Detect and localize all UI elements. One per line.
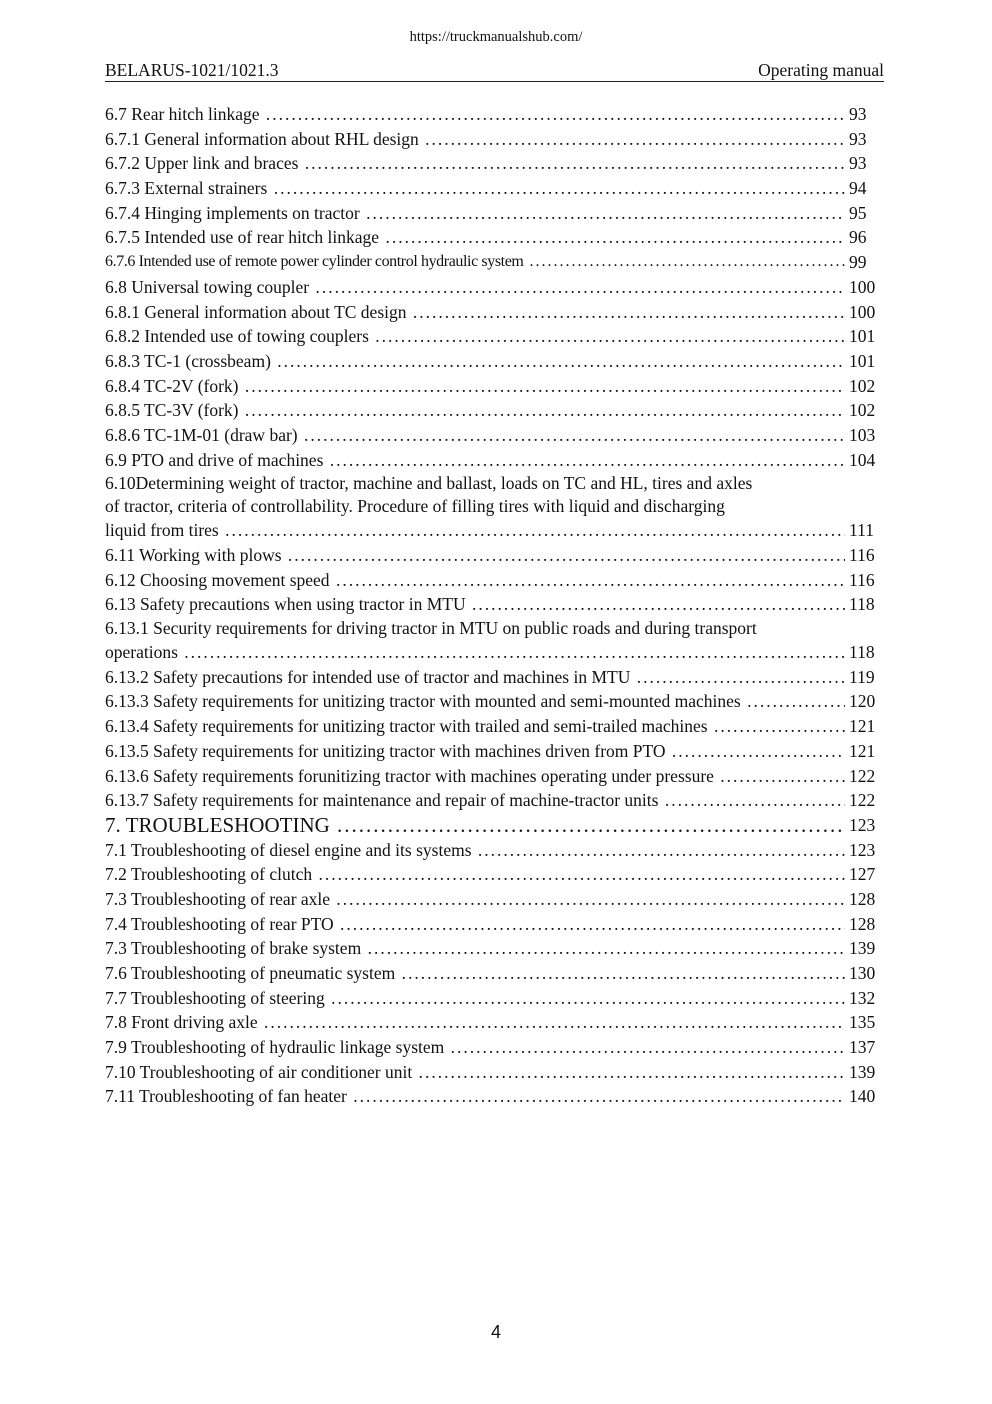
toc-entry-title: 6.7.3 External strainers ..... xyxy=(105,176,845,201)
toc-entry[interactable] xyxy=(105,1084,885,1109)
toc-entry-page: 102 xyxy=(849,375,876,396)
toc-entry-page: 95 xyxy=(849,202,867,223)
toc-entry-title: 7.3 Troubleshooting of brake system ..... xyxy=(105,936,845,961)
toc-entry[interactable] xyxy=(105,398,885,423)
toc-entry-page: 122 xyxy=(849,765,876,786)
toc-entry-title: 6.7.5 Intended use of rear hitch linkage ..... xyxy=(105,225,845,250)
toc-entry-page: 99 xyxy=(849,252,867,273)
toc-entry-page: 127 xyxy=(849,864,876,885)
toc-entry[interactable] xyxy=(105,225,885,250)
toc-entry-page: 120 xyxy=(849,691,876,712)
page-number: 4 xyxy=(490,1322,501,1342)
toc-entry[interactable] xyxy=(105,887,885,912)
toc-entry-title: operations ..... xyxy=(105,640,845,665)
toc-entry[interactable] xyxy=(105,936,885,961)
toc-entry-page: 100 xyxy=(849,301,876,322)
toc-entry-title: 6.13.5 Safety requirements for unitizing tractor with machines driven from PTO ..... xyxy=(105,739,845,764)
toc-entry-title: 6.7.6 Intended use of remote power cylinder control hydraulic system ..... xyxy=(105,250,845,275)
toc-entry[interactable] xyxy=(105,739,885,764)
toc-entry[interactable] xyxy=(105,862,885,887)
toc-entry-title: 7.8 Front driving axle ..... xyxy=(105,1010,845,1035)
toc-entry-page: 132 xyxy=(849,987,876,1008)
toc-entry-6-10-line1: 6.10Determining weight of tractor, machine and ballast, loads on TC and HL, tires and axles xyxy=(105,473,753,494)
toc-entry-title: 7.9 Troubleshooting of hydraulic linkage system ..... xyxy=(105,1035,845,1060)
source-url[interactable]: https://truckmanualshub.com/ xyxy=(409,29,583,45)
toc-entry-title: 7.3 Troubleshooting of rear axle ..... xyxy=(105,887,845,912)
toc-entry-page: 111 xyxy=(849,520,874,541)
toc-entry[interactable] xyxy=(105,961,885,986)
toc-entry[interactable] xyxy=(105,151,885,176)
toc-entry[interactable] xyxy=(105,448,885,473)
toc-entry-page: 93 xyxy=(849,153,867,174)
toc-entry-page: 100 xyxy=(849,276,876,297)
toc-entry-title: 7.1 Troubleshooting of diesel engine and its systems ..... xyxy=(105,838,845,863)
toc-entry-page: 122 xyxy=(849,790,876,811)
toc-entry-page: 101 xyxy=(849,350,876,371)
toc-entry-page: 94 xyxy=(849,178,867,199)
toc-entry-page: 118 xyxy=(849,642,875,663)
toc-entry-title: liquid from tires ..... xyxy=(105,518,845,543)
toc-entry-title: 6.8.6 TC-1M-01 (draw bar) ..... xyxy=(105,423,845,448)
toc-entry-page: 103 xyxy=(849,424,876,445)
toc-entry-page: 93 xyxy=(849,104,867,124)
toc-entry[interactable] xyxy=(105,1035,885,1060)
toc-entry-title: 6.7.2 Upper link and braces ..... xyxy=(105,151,845,176)
toc-entry-page: 93 xyxy=(849,128,867,149)
toc-entry[interactable] xyxy=(105,127,885,152)
toc-entry[interactable] xyxy=(105,324,885,349)
toc-entry-page: 139 xyxy=(849,938,876,959)
toc-entry-title: 6.13 Safety precautions when using tractor in MTU ..... xyxy=(105,592,845,617)
header-model: BELARUS-1021/1021.3 xyxy=(105,60,279,80)
toc-entry-page: 130 xyxy=(849,963,876,983)
toc-entry-title: 6.13.2 Safety precautions for intended use of tractor and machines in MTU ..... xyxy=(105,665,845,690)
toc-entry[interactable] xyxy=(105,423,885,448)
toc-entry-6-10-line2: of tractor, criteria of controllability. Procedure of filling tires with liquid and discharging xyxy=(105,496,725,517)
toc-entry-page: 116 xyxy=(849,545,875,565)
toc-entry[interactable] xyxy=(105,986,885,1011)
toc-entry-page: 121 xyxy=(849,740,876,761)
toc-entry[interactable] xyxy=(105,912,885,937)
header-document-type: Operating manual xyxy=(758,60,884,80)
toc-entry-page: 116 xyxy=(849,569,875,590)
toc-entry-page: 121 xyxy=(849,716,876,737)
toc-entry[interactable] xyxy=(105,689,885,714)
toc-entry-6-13-1-last[interactable] xyxy=(105,640,885,665)
toc-entry-page: 139 xyxy=(849,1061,876,1082)
toc-entry-page: 128 xyxy=(849,888,876,909)
toc-entry-title: 7.4 Troubleshooting of rear PTO ..... xyxy=(105,912,845,937)
toc-entry[interactable] xyxy=(105,665,885,690)
toc-entry-title: 6.13.4 Safety requirements for unitizing tractor with trailed and semi-trailed machines ..... xyxy=(105,714,845,739)
toc-entry-title: 6.8.4 TC-2V (fork) ..... xyxy=(105,374,845,399)
toc-entry-title: 6.11 Working with plows ..... xyxy=(105,543,845,568)
toc-entry[interactable] xyxy=(105,374,885,399)
toc-entry[interactable] xyxy=(105,838,885,863)
toc-chapter-page: 123 xyxy=(849,814,876,835)
toc-entry-title: 6.7.1 General information about RHL design ..... xyxy=(105,127,845,152)
toc-entry[interactable] xyxy=(105,102,885,127)
toc-entry-title: 6.8.1 General information about TC design ..... xyxy=(105,300,845,325)
toc-entry-page: 137 xyxy=(849,1037,876,1058)
toc-entry[interactable] xyxy=(105,1060,885,1085)
toc-entry[interactable] xyxy=(105,1010,885,1035)
table-of-contents xyxy=(105,102,885,1109)
toc-entry[interactable] xyxy=(105,349,885,374)
toc-entry-page: 118 xyxy=(849,594,875,615)
toc-entry-title: 6.8.3 TC-1 (crossbeam) ..... xyxy=(105,349,845,374)
toc-entry[interactable] xyxy=(105,201,885,226)
toc-entry-6-13-1-line1: 6.13.1 Security requirements for driving tractor in MTU on public roads and during transport xyxy=(105,618,757,639)
toc-chapter-title: 7. TROUBLESHOOTING ..... xyxy=(105,813,845,838)
toc-entry-title: 6.13.6 Safety requirements forunitizing tractor with machines operating under pressure ..... xyxy=(105,764,845,789)
toc-entry[interactable] xyxy=(105,592,885,617)
toc-entry-page: 102 xyxy=(849,400,876,421)
toc-entry[interactable] xyxy=(105,714,885,739)
toc-entry[interactable] xyxy=(105,275,885,300)
toc-entry[interactable] xyxy=(105,788,885,813)
toc-entry-title: 6.7 Rear hitch linkage ..... xyxy=(105,102,845,127)
toc-entry[interactable] xyxy=(105,764,885,789)
toc-entry[interactable] xyxy=(105,300,885,325)
toc-entry-page: 140 xyxy=(849,1086,876,1107)
toc-entry-title: 7.10 Troubleshooting of air conditioner unit ..... xyxy=(105,1060,845,1085)
toc-entry-page: 128 xyxy=(849,913,876,934)
toc-entry-page: 135 xyxy=(849,1012,876,1033)
toc-entry-6-10[interactable] xyxy=(105,472,885,518)
toc-entry-title: 6.8.5 TC-3V (fork) ..... xyxy=(105,398,845,423)
toc-entry-title: 6.12 Choosing movement speed ..... xyxy=(105,568,845,593)
toc-entry-title: 7.7 Troubleshooting of steering ..... xyxy=(105,986,845,1011)
running-header xyxy=(105,60,884,82)
toc-entry[interactable] xyxy=(105,543,885,568)
toc-entry-title: 6.8.2 Intended use of towing couplers ..... xyxy=(105,324,845,349)
toc-entry-6-13-1[interactable] xyxy=(105,617,885,640)
toc-entry-page: 101 xyxy=(849,326,876,347)
toc-entry-title: 6.13.3 Safety requirements for unitizing tractor with mounted and semi-mounted machines ..... xyxy=(105,689,845,714)
toc-chapter-7[interactable] xyxy=(105,813,885,838)
toc-entry[interactable] xyxy=(105,568,885,593)
toc-entry-title: 6.13.7 Safety requirements for maintenance and repair of machine-tractor units ..... xyxy=(105,788,845,813)
toc-entry-title: 6.8 Universal towing coupler ..... xyxy=(105,275,845,300)
toc-entry-title: 7.11 Troubleshooting of fan heater ..... xyxy=(105,1084,845,1109)
toc-entry-page: 96 xyxy=(849,227,867,248)
toc-entry-title: 7.2 Troubleshooting of clutch ..... xyxy=(105,862,845,887)
toc-entry-page: 104 xyxy=(849,449,876,470)
toc-entry[interactable] xyxy=(105,176,885,201)
toc-entry-title: 6.9 PTO and drive of machines ..... xyxy=(105,448,845,473)
toc-entry-title: 7.6 Troubleshooting of pneumatic system ..... xyxy=(105,961,845,986)
toc-entry-page: 119 xyxy=(849,666,875,687)
toc-entry-6-10-last[interactable] xyxy=(105,518,885,543)
toc-entry-title: 6.7.4 Hinging implements on tractor ..... xyxy=(105,201,845,226)
toc-entry-page: 123 xyxy=(849,839,876,860)
toc-entry[interactable] xyxy=(105,250,885,275)
